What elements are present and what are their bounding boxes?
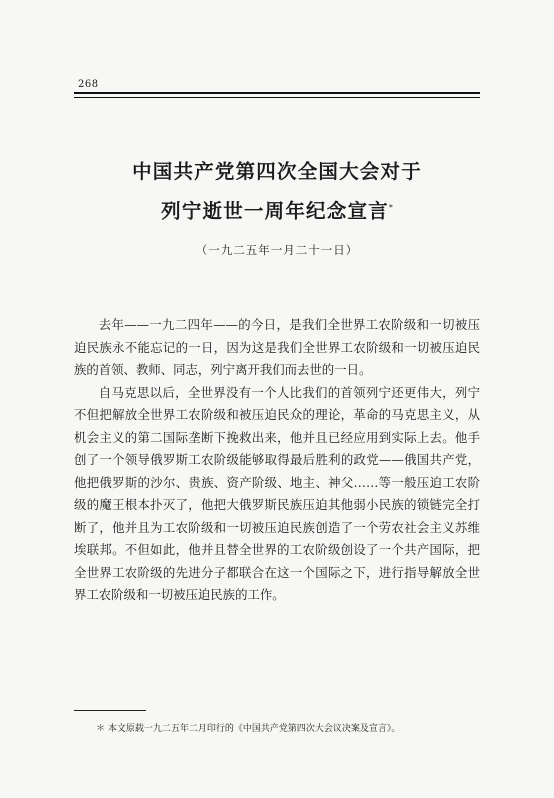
title-line-2-text: 列宁逝世一周年纪念宣言: [161, 199, 389, 223]
footnote-marker: *: [388, 203, 393, 212]
page-number: 268: [78, 79, 99, 90]
title-line-2: [74, 190, 480, 230]
title-line-1: 中国共产党第四次全国大会对于: [132, 160, 422, 183]
document-title: [74, 154, 480, 230]
paragraph-2: 自马克思以后，全世界没有一个人比我们的首领列宁还更伟大，列宁不但把解放全世界工农阶级和被压迫民众的理论，革命的马克思主义，从机会主义的第二国际垄断下挽救出来，他并且已经应用到实际上去。他手创了一个领导俄罗斯工农阶级能够取得最后胜利的政党——俄国共产党，他把俄罗斯的沙尔、贵族、资产阶级、地主、神父……等一般压迫工农阶级的魔王根本扑灭了，他把大俄罗斯民族压迫其他弱小民族的锁链完全打断了，他并且为工农阶级和一切被压迫民族创造了一个劳农社会主义苏维埃联邦。不但如此，他并且替全世界的工农阶级创设了一个共产国际，把全世界工农阶级的先进分子都联合在这一个国际之下，进行指导解放全世界工农阶级和一切被压迫民族的工作。: [74, 384, 480, 602]
paragraph-1: 去年——一九二四年——的今日，是我们全世界工农阶级和一切被压迫民族永不能忘记的一日，因为这是我们全世界工农阶级和一切被压迫民族的首领、教师、同志，列宁离开我们而去世的一日。: [74, 317, 480, 377]
document-date: （一九二五年一月二十一日）: [195, 243, 359, 257]
header-rule-thin: [74, 97, 480, 98]
footnote: ＊ 本文原载一九二五年二月印行的《中国共产党第四次大会议决案及宣言》。: [96, 724, 401, 734]
header-rule: [74, 92, 480, 94]
document-body: [74, 314, 480, 607]
footnote-rule: [74, 710, 146, 711]
